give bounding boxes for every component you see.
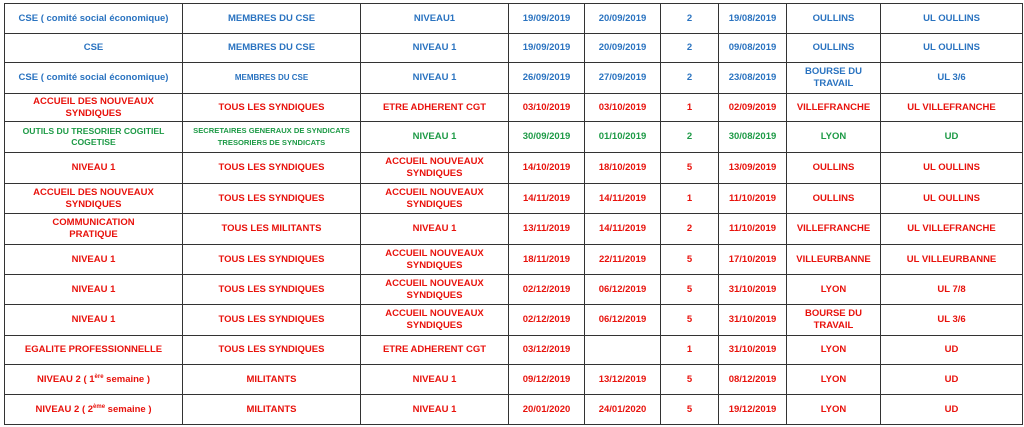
start-date-text: 09/12/2019 <box>522 373 571 385</box>
organizer-text: UL OULLINS <box>923 162 980 173</box>
course-title-cell <box>5 34 183 63</box>
start-date-cell <box>509 153 585 184</box>
start-date-text: 26/09/2019 <box>522 72 571 83</box>
course-title-cell <box>5 63 183 94</box>
start-date-cell <box>509 305 585 336</box>
location-cell <box>787 34 881 63</box>
prerequisite-cell <box>361 34 509 63</box>
registration-deadline-text: 19/08/2019 <box>728 12 777 24</box>
start-date-cell <box>509 336 585 365</box>
target-audience-cell <box>183 94 361 122</box>
prerequisite-text: NIVEAU 1 <box>412 72 457 83</box>
end-date-text: 14/11/2019 <box>598 223 647 234</box>
target-audience-text: TOUS LES SYNDIQUES <box>218 101 325 113</box>
duration-days-cell <box>661 214 719 245</box>
start-date-text: 14/10/2019 <box>522 162 571 173</box>
duration-days-cell <box>661 94 719 122</box>
prerequisite-cell <box>361 4 509 34</box>
registration-deadline-text: 13/09/2019 <box>728 162 777 173</box>
table-row <box>5 63 1023 94</box>
organizer-cell <box>881 122 1023 153</box>
end-date-cell <box>585 94 661 122</box>
location-text: OULLINS <box>812 162 855 173</box>
course-title-cell <box>5 4 183 34</box>
location-cell <box>787 305 881 336</box>
prerequisite-cell <box>361 365 509 395</box>
target-audience-cell <box>183 34 361 63</box>
registration-deadline-cell <box>719 122 787 153</box>
prerequisite-cell <box>361 245 509 275</box>
location-text: LYON <box>820 403 847 415</box>
location-text: BOURSE DU TRAVAIL <box>804 66 862 89</box>
duration-days-cell <box>661 336 719 365</box>
target-audience-cell <box>183 245 361 275</box>
duration-days-cell <box>661 365 719 395</box>
table-row <box>5 395 1023 425</box>
end-date-text: 01/10/2019 <box>598 131 647 142</box>
start-date-text: 30/09/2019 <box>522 131 571 142</box>
duration-days-cell <box>661 34 719 63</box>
end-date-text: 03/10/2019 <box>598 101 647 113</box>
end-date-text: 24/01/2020 <box>598 403 647 415</box>
end-date-cell <box>585 184 661 214</box>
table-row <box>5 336 1023 365</box>
table-row <box>5 94 1023 122</box>
course-title-cell <box>5 153 183 184</box>
prerequisite-text: ACCUEIL NOUVEAUX SYNDIQUES <box>385 277 484 301</box>
ordinal-superscript: ère <box>94 373 104 380</box>
duration-days-text: 1 <box>686 192 693 204</box>
target-audience-text: TOUS LES SYNDIQUES <box>218 344 325 355</box>
start-date-text: 03/10/2019 <box>522 101 571 113</box>
prerequisite-text: NIVEAU 1 <box>412 131 457 142</box>
prerequisite-cell <box>361 214 509 245</box>
location-text: OULLINS <box>812 42 855 53</box>
table-row <box>5 4 1023 34</box>
organizer-text: UL 3/6 <box>937 72 966 83</box>
duration-days-text: 5 <box>686 253 693 265</box>
start-date-cell <box>509 34 585 63</box>
course-title-text: EGALITE PROFESSIONNELLE <box>24 344 163 355</box>
course-title-suffix: semaine ) <box>103 373 151 385</box>
course-title-text: CSE <box>83 42 104 53</box>
organizer-text: UD <box>944 131 959 142</box>
organizer-text: UL VILLEFRANCHE <box>907 223 996 234</box>
registration-deadline-cell <box>719 275 787 305</box>
registration-deadline-text: 02/09/2019 <box>728 101 777 113</box>
registration-deadline-cell <box>719 395 787 425</box>
course-title-text: ACCUEIL DES NOUVEAUX SYNDIQUES <box>33 186 154 210</box>
end-date-cell <box>585 245 661 275</box>
end-date-cell <box>585 336 661 365</box>
table-row <box>5 275 1023 305</box>
location-text: VILLEURBANNE <box>796 253 871 265</box>
course-title-text: OUTILS DU TRESORIER COGITIEL COGETISE <box>22 126 165 147</box>
start-date-cell <box>509 184 585 214</box>
target-audience-text: TOUS LES SYNDIQUES <box>218 283 325 295</box>
organizer-text: UL OULLINS <box>923 42 980 53</box>
location-cell <box>787 184 881 214</box>
prerequisite-cell <box>361 305 509 336</box>
course-title-text: COMMUNICATION PRATIQUE <box>52 217 135 240</box>
target-audience-text: TOUS LES SYNDIQUES <box>218 314 325 325</box>
location-cell <box>787 275 881 305</box>
prerequisite-text: NIVEAU 1 <box>412 403 457 415</box>
organizer-cell <box>881 153 1023 184</box>
organizer-cell <box>881 34 1023 63</box>
end-date-text: 20/09/2019 <box>598 42 647 53</box>
start-date-text: 13/11/2019 <box>522 223 571 234</box>
duration-days-cell <box>661 184 719 214</box>
prerequisite-text: NIVEAU 1 <box>412 42 457 53</box>
organizer-cell <box>881 305 1023 336</box>
duration-days-text: 1 <box>686 344 693 355</box>
prerequisite-cell <box>361 122 509 153</box>
target-audience-cell <box>183 122 361 153</box>
end-date-text: 06/12/2019 <box>598 314 647 325</box>
target-audience-text: MILITANTS <box>246 373 297 385</box>
table-row <box>5 305 1023 336</box>
target-audience-cell <box>183 63 361 94</box>
end-date-text: 13/12/2019 <box>598 373 647 385</box>
course-title-text: NIVEAU 2 ( 1 <box>36 373 95 385</box>
prerequisite-text: ACCUEIL NOUVEAUX SYNDIQUES <box>385 156 484 179</box>
registration-deadline-text: 11/10/2019 <box>728 192 777 204</box>
duration-days-cell <box>661 122 719 153</box>
duration-days-text: 2 <box>686 223 693 234</box>
end-date-text: 22/11/2019 <box>598 253 647 265</box>
target-audience-text: TOUS LES SYNDIQUES <box>218 253 325 265</box>
course-title-cell <box>5 94 183 122</box>
start-date-text: 18/11/2019 <box>522 253 571 265</box>
start-date-cell <box>509 245 585 275</box>
registration-deadline-text: 31/10/2019 <box>728 283 777 295</box>
prerequisite-text: NIVEAU 1 <box>412 373 457 385</box>
end-date-cell <box>585 153 661 184</box>
registration-deadline-cell <box>719 365 787 395</box>
target-audience-cell <box>183 365 361 395</box>
prerequisite-text: ACCUEIL NOUVEAUX SYNDIQUES <box>385 308 484 331</box>
registration-deadline-text: 08/12/2019 <box>728 373 777 385</box>
registration-deadline-text: 31/10/2019 <box>728 314 777 325</box>
target-audience-cell <box>183 153 361 184</box>
registration-deadline-cell <box>719 214 787 245</box>
location-text: BOURSE DU TRAVAIL <box>804 308 862 331</box>
start-date-cell <box>509 275 585 305</box>
course-title-text: NIVEAU 1 <box>71 253 116 265</box>
duration-days-cell <box>661 245 719 275</box>
duration-days-text: 5 <box>686 283 693 295</box>
registration-deadline-cell <box>719 245 787 275</box>
end-date-cell <box>585 34 661 63</box>
target-audience-text: MEMBRES DU CSE <box>227 42 316 53</box>
organizer-text: UL VILLEURBANNE <box>906 253 997 265</box>
organizer-cell <box>881 94 1023 122</box>
start-date-cell <box>509 63 585 94</box>
registration-deadline-cell <box>719 63 787 94</box>
registration-deadline-cell <box>719 4 787 34</box>
location-text: VILLEFRANCHE <box>796 223 871 234</box>
course-title-text: NIVEAU 2 ( 2 <box>35 403 94 415</box>
prerequisite-cell <box>361 275 509 305</box>
location-text: LYON <box>820 283 847 295</box>
prerequisite-text: ACCUEIL NOUVEAUX SYNDIQUES <box>385 247 484 271</box>
end-date-cell <box>585 122 661 153</box>
duration-days-cell <box>661 305 719 336</box>
start-date-cell <box>509 214 585 245</box>
location-text: LYON <box>820 373 847 385</box>
table-row <box>5 365 1023 395</box>
registration-deadline-cell <box>719 184 787 214</box>
registration-deadline-cell <box>719 34 787 63</box>
location-cell <box>787 395 881 425</box>
duration-days-cell <box>661 63 719 94</box>
start-date-text: 02/12/2019 <box>522 283 571 295</box>
end-date-cell <box>585 395 661 425</box>
target-audience-cell <box>183 214 361 245</box>
registration-deadline-text: 11/10/2019 <box>728 223 777 234</box>
course-title-text: NIVEAU 1 <box>71 314 116 325</box>
duration-days-cell <box>661 275 719 305</box>
start-date-cell <box>509 365 585 395</box>
table-row <box>5 153 1023 184</box>
ordinal-superscript: ème <box>93 403 106 410</box>
organizer-text: UL OULLINS <box>923 192 980 204</box>
duration-days-text: 5 <box>686 373 693 385</box>
prerequisite-text: NIVEAU 1 <box>412 223 457 234</box>
prerequisite-text: ETRE ADHERENT CGT <box>382 101 487 113</box>
course-title-suffix: semaine ) <box>105 403 152 415</box>
location-cell <box>787 153 881 184</box>
start-date-text: 19/09/2019 <box>522 42 571 53</box>
organizer-cell <box>881 63 1023 94</box>
organizer-text: UL VILLEFRANCHE <box>907 101 996 113</box>
prerequisite-cell <box>361 184 509 214</box>
target-audience-cell <box>183 4 361 34</box>
end-date-cell <box>585 214 661 245</box>
organizer-cell <box>881 4 1023 34</box>
organizer-cell <box>881 245 1023 275</box>
target-audience-text: MEMBRES DU CSE <box>227 12 316 24</box>
registration-deadline-cell <box>719 94 787 122</box>
organizer-text: UD <box>944 373 959 385</box>
course-title-cell <box>5 336 183 365</box>
prerequisite-cell <box>361 94 509 122</box>
target-audience-text: TOUS LES SYNDIQUES <box>218 192 325 204</box>
start-date-cell <box>509 122 585 153</box>
duration-days-text: 5 <box>686 162 693 173</box>
duration-days-cell <box>661 153 719 184</box>
course-title-cell <box>5 305 183 336</box>
course-title-cell <box>5 214 183 245</box>
start-date-cell <box>509 395 585 425</box>
target-audience-cell <box>183 275 361 305</box>
target-audience-cell <box>183 305 361 336</box>
location-cell <box>787 214 881 245</box>
target-audience-text: TOUS LES MILITANTS <box>221 223 322 234</box>
registration-deadline-text: 19/12/2019 <box>728 403 777 415</box>
location-cell <box>787 122 881 153</box>
organizer-cell <box>881 365 1023 395</box>
end-date-cell <box>585 305 661 336</box>
course-title-cell <box>5 275 183 305</box>
prerequisite-text: ETRE ADHERENT CGT <box>382 344 487 355</box>
end-date-cell <box>585 365 661 395</box>
course-title-cell <box>5 184 183 214</box>
location-cell <box>787 63 881 94</box>
location-cell <box>787 94 881 122</box>
registration-deadline-cell <box>719 336 787 365</box>
course-title-text: CSE ( comité social économique) <box>18 72 169 83</box>
registration-deadline-text: 30/08/2019 <box>728 131 777 142</box>
target-audience-text: MILITANTS <box>246 403 297 415</box>
registration-deadline-text: 09/08/2019 <box>728 42 777 53</box>
end-date-cell <box>585 4 661 34</box>
end-date-text: 20/09/2019 <box>598 12 647 24</box>
course-title-text: ACCUEIL DES NOUVEAUX SYNDIQUES <box>33 95 154 119</box>
duration-days-text: 2 <box>686 42 693 53</box>
prerequisite-cell <box>361 63 509 94</box>
duration-days-text: 5 <box>686 403 693 415</box>
prerequisite-text: ACCUEIL NOUVEAUX SYNDIQUES <box>385 186 484 210</box>
location-text: LYON <box>820 131 847 142</box>
table-row <box>5 214 1023 245</box>
duration-days-cell <box>661 395 719 425</box>
organizer-text: UL 7/8 <box>937 283 966 295</box>
location-text: OULLINS <box>812 192 855 204</box>
organizer-text: UL 3/6 <box>937 314 966 325</box>
registration-deadline-text: 17/10/2019 <box>728 253 777 265</box>
start-date-cell <box>509 4 585 34</box>
organizer-text: UL OULLINS <box>923 12 980 24</box>
organizer-text: UD <box>944 403 959 415</box>
target-audience-cell <box>183 336 361 365</box>
duration-days-text: 5 <box>686 314 693 325</box>
organizer-cell <box>881 336 1023 365</box>
duration-days-text: 2 <box>686 12 693 24</box>
target-audience-cell <box>183 395 361 425</box>
start-date-text: 14/11/2019 <box>522 192 571 204</box>
location-cell <box>787 336 881 365</box>
location-text: LYON <box>820 344 847 355</box>
registration-deadline-text: 31/10/2019 <box>728 344 777 355</box>
prerequisite-cell <box>361 153 509 184</box>
end-date-text: 18/10/2019 <box>598 162 647 173</box>
start-date-text: 19/09/2019 <box>522 12 571 24</box>
course-title-text: CSE ( comité social économique) <box>18 12 169 24</box>
end-date-text: 06/12/2019 <box>598 283 647 295</box>
course-title-cell <box>5 245 183 275</box>
end-date-cell <box>585 63 661 94</box>
duration-days-cell <box>661 4 719 34</box>
course-title-cell <box>5 122 183 153</box>
duration-days-text: 2 <box>686 131 693 142</box>
end-date-cell <box>585 275 661 305</box>
location-text: VILLEFRANCHE <box>796 101 871 113</box>
target-audience-text: TOUS LES SYNDIQUES <box>218 162 325 173</box>
course-title-cell <box>5 395 183 425</box>
table-row <box>5 34 1023 63</box>
end-date-text: 14/11/2019 <box>598 192 647 204</box>
table-row <box>5 122 1023 153</box>
registration-deadline-cell <box>719 153 787 184</box>
course-title-cell <box>5 365 183 395</box>
prerequisite-text: NIVEAU1 <box>413 12 456 24</box>
organizer-cell <box>881 275 1023 305</box>
target-audience-text: SECRETAIRES GENERAUX DE SYNDICATS TRESORIERS DE SYNDICATS <box>193 126 350 147</box>
duration-days-text: 2 <box>686 72 693 83</box>
prerequisite-cell <box>361 395 509 425</box>
start-date-text: 02/12/2019 <box>522 314 571 325</box>
target-audience-cell <box>183 184 361 214</box>
end-date-text: 27/09/2019 <box>598 72 647 83</box>
course-title-text: NIVEAU 1 <box>71 283 116 295</box>
organizer-text: UD <box>944 344 959 355</box>
prerequisite-cell <box>361 336 509 365</box>
organizer-cell <box>881 214 1023 245</box>
location-cell <box>787 4 881 34</box>
organizer-cell <box>881 184 1023 214</box>
registration-deadline-text: 23/08/2019 <box>728 72 777 83</box>
start-date-text: 03/12/2019 <box>522 344 571 355</box>
location-text: OULLINS <box>812 12 855 24</box>
target-audience-text: MEMBRES DU CSE <box>234 73 309 82</box>
location-cell <box>787 365 881 395</box>
table-row <box>5 184 1023 214</box>
registration-deadline-cell <box>719 305 787 336</box>
start-date-cell <box>509 94 585 122</box>
table-row <box>5 245 1023 275</box>
course-title-text: NIVEAU 1 <box>71 162 116 173</box>
training-schedule-table <box>4 3 1023 425</box>
organizer-cell <box>881 395 1023 425</box>
start-date-text: 20/01/2020 <box>522 403 571 415</box>
duration-days-text: 1 <box>686 101 693 113</box>
location-cell <box>787 245 881 275</box>
